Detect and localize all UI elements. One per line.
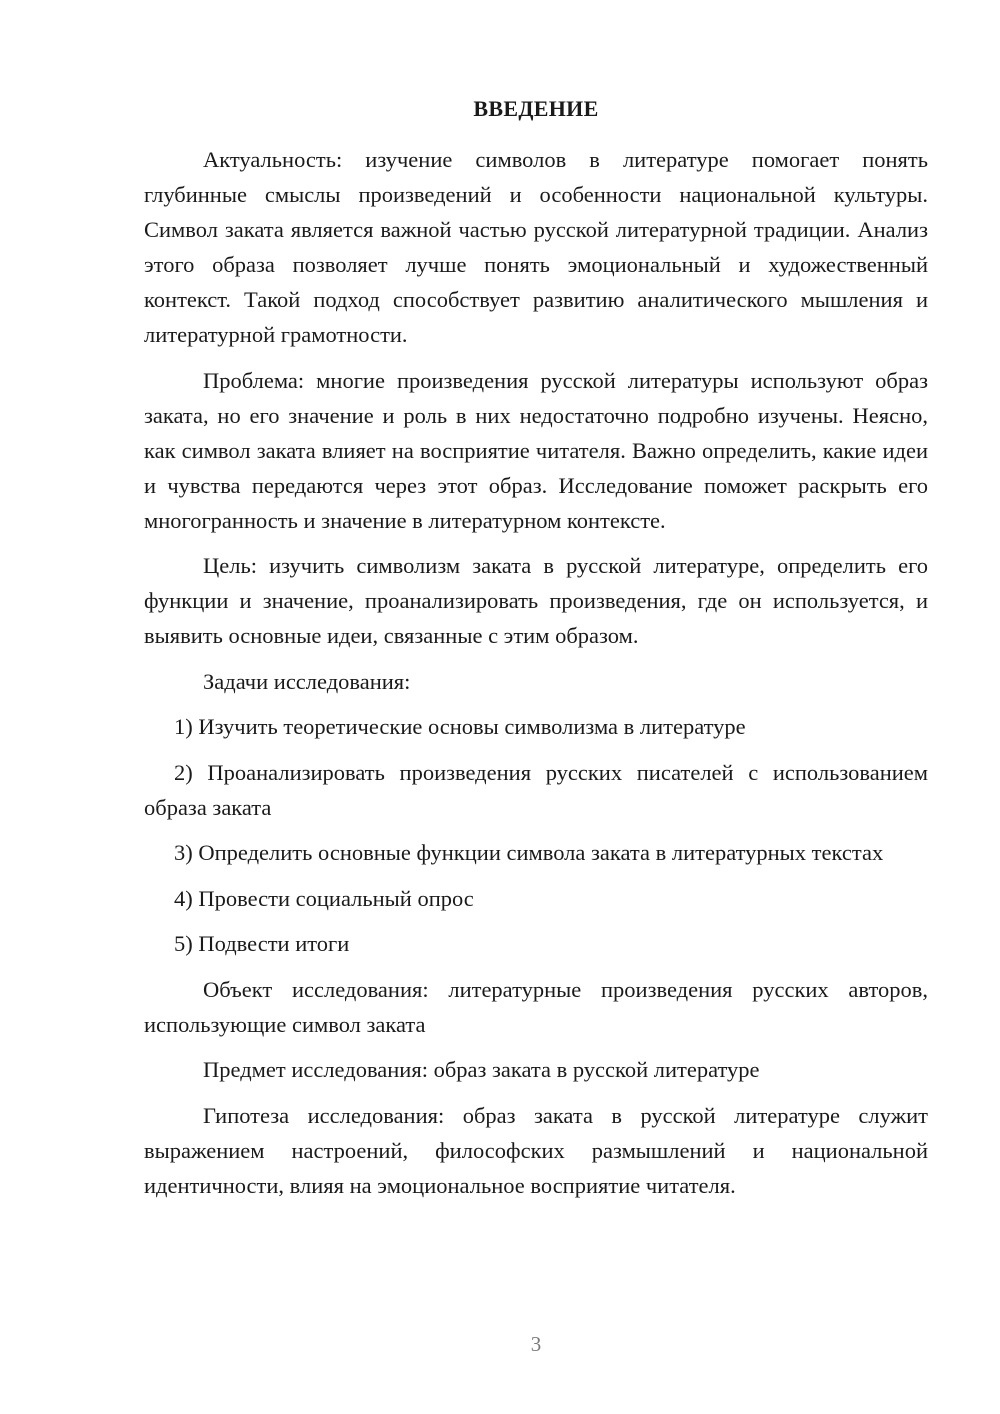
task-item: 3) Определить основные функции символа заката в литературных текстах (174, 840, 884, 865)
task-item: 4) Провести социальный опрос (174, 885, 474, 911)
hypothesis-paragraph: Гипотеза исследования: образ заката в русской литературе служит выражением настроений, философских размышлений и национальной идентичности, влияя на эмоциональное восприятие читателя. (144, 1102, 928, 1198)
goal-paragraph: Цель: изучить символизм заката в русской литературе, определить его функции и значение, проанализировать произведения, где он используется, и выявить основные идеи, связанные с этим образом. (144, 553, 928, 648)
problem-paragraph: Проблема: многие произведения русской литературы используют образ заката, но его значение и роль в них недостаточно подробно изучены. Неясно, как символ заката влияет на восприятие читателя. Важно определить, какие идеи и чувства передаются через этот образ. Исследование поможет раскрыть его многогранность и значение в литературном контексте. (144, 367, 928, 533)
document-body (144, 142, 928, 1203)
task-item: 5) Подвести итоги (174, 931, 350, 956)
relevance-paragraph: Актуальность: изучение символов в литературе помогает понять глубинные смыслы произведений и особенности национальной культуры. Символ заката является важной частью русской литературной традиции. Анализ этого образа позволяет лучше понять эмоциональный и художественный контекст. Такой подход способствует развитию аналитического мышления и литературной грамотности. (144, 147, 928, 347)
tasks-heading: Задачи исследования: (203, 668, 411, 694)
task-item: 1) Изучить теоретические основы символизма в литературе (174, 714, 746, 739)
task-item: 2) Проанализировать произведения русских писателей с использованием образа заката (144, 759, 928, 820)
subject-paragraph: Предмет исследования: образ заката в русской литературе (203, 1057, 760, 1082)
object-paragraph: Объект исследования: литературные произведения русских авторов, использующие символ заката (144, 976, 928, 1037)
page-title: ВВЕДЕНИЕ (473, 96, 599, 121)
page-number: 3 (530, 1332, 542, 1356)
